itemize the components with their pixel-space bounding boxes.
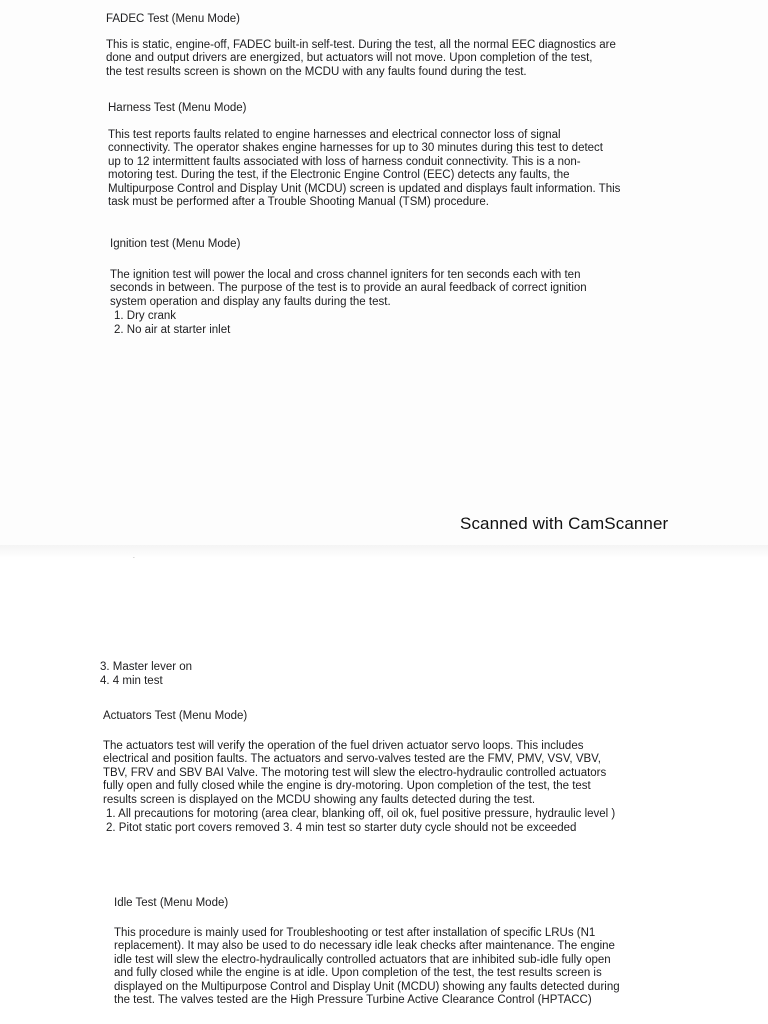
section-title: Harness Test (Menu Mode) (108, 102, 247, 114)
section-body: This procedure is mainly used for Troubleshooting or test after installation of specific LRUs (N1 replacement). It may also be used to do necessary idle leak checks after maintenance. The engine idle test will slew the electro-hydraulically controlled actuators that are inhibited sub-idle fully open and fully closed while the engine is at idle. Upon completion of the test, the test results screen is displayed on the Multipurpose Control and Display Unit (MCDU) showing any faults detected during the test. The valves tested are the High Pressure Turbine Active Clearance Control (HPTACC) (114, 927, 620, 1007)
page-separator (0, 545, 768, 558)
list-item: 1. All precautions for motoring (area clear, blanking off, oil ok, fuel positive pressure, hydraulic level ) (106, 808, 616, 821)
actuators-section (103, 709, 683, 835)
list-item: 1. Dry crank (114, 310, 176, 323)
section-title: Idle Test (Menu Mode) (114, 897, 229, 909)
section-title: Actuators Test (Menu Mode) (103, 710, 248, 722)
actuators-steps (106, 807, 683, 835)
idle-section (114, 896, 694, 1007)
section-body: The ignition test will power the local and cross channel igniters for ten seconds each with ten seconds in between. The purpose of the test is to provide an aural feedback of correct ignition system operation and display any faults during the test. (110, 269, 587, 308)
list-item: 2. No air at starter inlet (114, 324, 231, 337)
ignition-steps (114, 309, 670, 337)
section-body: This test reports faults related to engine harnesses and electrical connector loss of signal connectivity. The operator shakes engine harnesses for up to 30 minutes during this test to detect up to 12 intermittent faults associated with loss of harness conduit connectivity. This is a non- motoring test. During the test, if the Electronic Engine Control (EEC) detects any faults, the Multipurpose Control and Display Unit (MCDU) screen is updated and displays fault information. This task must be performed after a Trouble Shooting Manual (TSM) procedure. (108, 129, 621, 209)
section-title: Ignition test (Menu Mode) (110, 238, 241, 250)
scanned-page-2 (0, 558, 768, 1024)
section-body: The actuators test will verify the operation of the fuel driven actuator servo loops. This includes electrical and position faults. The actuators and servo-valves tested are the FMV, PMV, VSV, VBV, TBV, FRV and SBV BAI Valve. The motoring test will slew the electro-hydraulic controlled actuators fully open and fully closed while the engine is dry-motoring. Upon completion of the test, the test results screen is displayed on the MCDU showing any faults detected during the test. (103, 740, 607, 806)
fadec-section (106, 12, 666, 79)
list-item: 2. Pitot static port covers removed 3. 4 min test so starter duty cycle should not be exceeded (106, 822, 577, 835)
camscanner-watermark: Scanned with CamScanner (460, 514, 669, 533)
list-item: 4. 4 min test (100, 675, 163, 687)
harness-section (108, 101, 668, 209)
continued-steps (100, 660, 192, 688)
section-body: This is static, engine-off, FADEC built-in self-test. During the test, all the normal EEC diagnostics are done and output drivers are energized, but actuators will not move. Upon completion of the test, the test results screen is shown on the MCDU with any faults found during the test. (106, 39, 616, 78)
ignition-section (110, 237, 670, 337)
section-title: FADEC Test (Menu Mode) (106, 13, 241, 25)
page-bottom-edge (0, 1014, 768, 1024)
list-item: 3. Master lever on (100, 661, 193, 673)
